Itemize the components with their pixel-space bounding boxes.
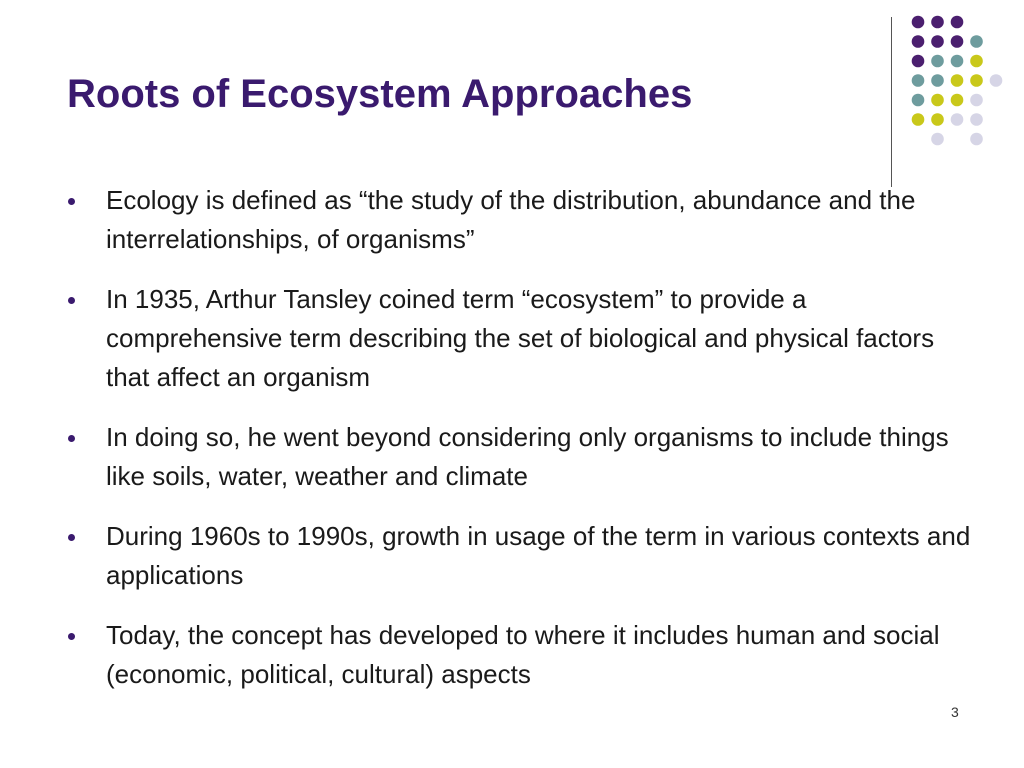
decorative-dot [912,55,925,68]
decorative-dot [970,94,983,107]
bullet-item [67,280,977,397]
decorative-dot [970,133,983,146]
bullet-text: In 1935, Arthur Tansley coined term “ecosystem” to provide a comprehensive term describing the set of biological and physical factors that affect an organism [106,284,935,392]
bullet-dot-icon [68,534,75,541]
page-number: 3 [951,704,959,720]
bullet-text: In doing so, he went beyond considering only organisms to include things like soils, water, weather and climate [106,422,949,491]
bullet-dot-icon [68,297,75,304]
bullet-item [67,418,977,496]
bullet-item [67,181,977,259]
slide-title: Roots of Ecosystem Approaches [67,72,693,116]
decorative-dot [912,35,925,48]
decorative-dot [912,74,925,87]
decorative-dot [951,16,964,29]
bullet-list [67,181,977,715]
bullet-dot-icon [68,435,75,442]
decorative-dot [931,133,944,146]
bullet-item [67,517,977,595]
decorative-dot [951,113,964,126]
decorative-dot [970,35,983,48]
decorative-dot [951,35,964,48]
decorative-dot [931,35,944,48]
bullet-dot-icon [68,633,75,640]
decorative-dot [931,16,944,29]
decorative-dot [931,74,944,87]
bullet-text: Ecology is defined as “the study of the distribution, abundance and the interrelationships, of organisms” [106,185,916,254]
decorative-dot [990,74,1003,87]
decorative-dot [970,55,983,68]
decorative-dot [951,74,964,87]
bullet-text: Today, the concept has developed to where it includes human and social (economic, political, cultural) aspects [106,620,940,689]
decorative-dot [931,94,944,107]
decorative-dot [951,94,964,107]
bullet-item [67,616,977,694]
bullet-text: During 1960s to 1990s, growth in usage of the term in various contexts and applications [106,521,971,590]
divider-line [891,17,892,187]
decorative-dot [931,113,944,126]
decorative-dot [912,16,925,29]
decorative-dot [970,113,983,126]
decorative-dot [970,74,983,87]
decorative-dot [951,55,964,68]
bullet-dot-icon [68,198,75,205]
decorative-dot [912,94,925,107]
decorative-dot [931,55,944,68]
decorative-dot [912,113,925,126]
